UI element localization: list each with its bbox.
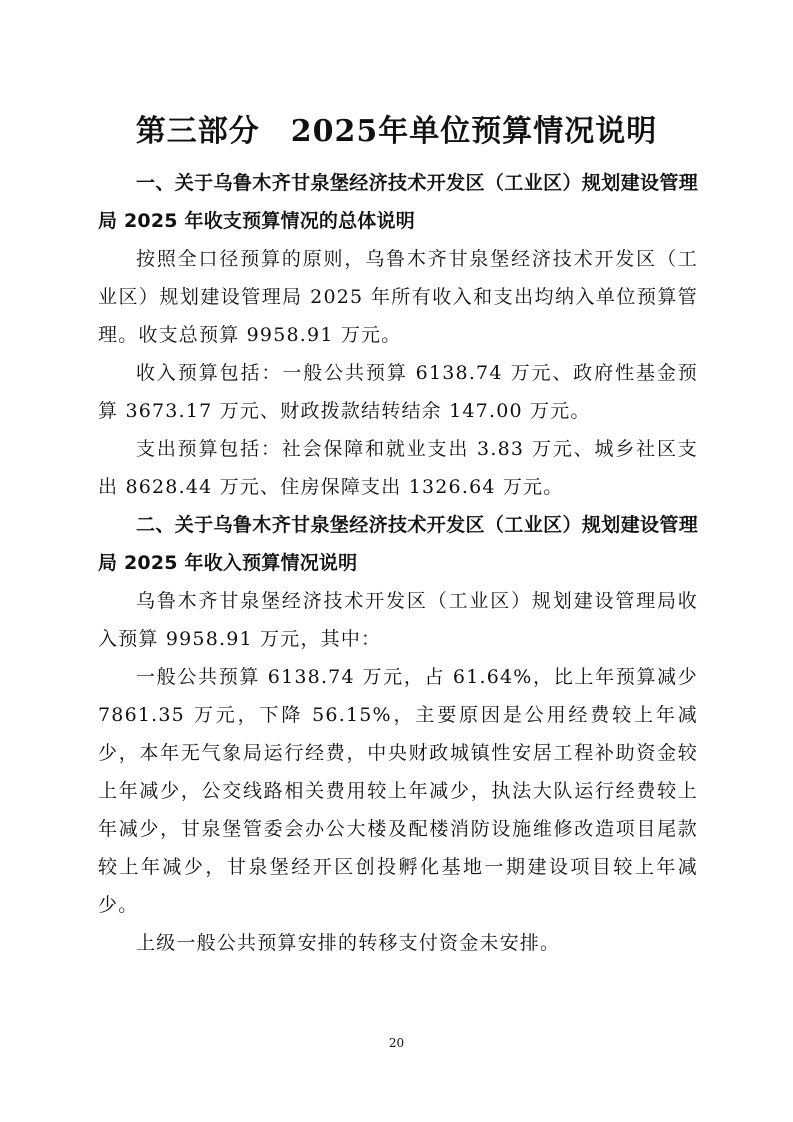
section-1-paragraph: 支出预算包括：社会保障和就业支出 3.83 万元、城乡社区支出 8628.44 万元、住房保障支出 1326.64 万元。 bbox=[98, 438, 698, 498]
section-2-paragraph: 乌鲁木齐甘泉堡经济技术开发区（工业区）规划建设管理局收入预算 9958.91 万元，其中： bbox=[98, 590, 698, 650]
section-2-paragraph: 上级一般公共预算安排的转移支付资金未安排。 bbox=[136, 932, 561, 954]
document-body bbox=[98, 164, 698, 962]
page-title: 第三部分 2025年单位预算情况说明 bbox=[135, 114, 658, 149]
section-1-paragraph: 收入预算包括：一般公共预算 6138.74 万元、政府性基金预算 3673.17 万元、财政拨款结转结余 147.00 万元。 bbox=[98, 362, 698, 422]
section-2-paragraph: 一般公共预算 6138.74 万元，占 61.64%，比上年预算减少 7861.35 万元，下降 56.15%，主要原因是公用经费较上年减少，本年无气象局运行经费，中央财政城镇性安居工程补助资金较上年减少，公交线路相关费用较上年减少，执法大队运行经费较上年减少，甘泉堡管委会办公大楼及配楼消防设施维修改造项目尾款较上年减少，甘泉堡经开区创投孵化基地一期建设项目较上年减少。 bbox=[98, 666, 698, 916]
section-1-paragraph: 按照全口径预算的原则，乌鲁木齐甘泉堡经济技术开发区（工业区）规划建设管理局 2025 年所有收入和支出均纳入单位预算管理。收支总预算 9958.91 万元。 bbox=[98, 248, 698, 346]
section-2-heading: 二、关于乌鲁木齐甘泉堡经济技术开发区（工业区）规划建设管理局 2025 年收入预算情况说明 bbox=[98, 514, 698, 574]
section-1-heading: 一、关于乌鲁木齐甘泉堡经济技术开发区（工业区）规划建设管理局 2025 年收支预算情况的总体说明 bbox=[98, 172, 698, 232]
page-number: 20 bbox=[388, 1036, 405, 1050]
